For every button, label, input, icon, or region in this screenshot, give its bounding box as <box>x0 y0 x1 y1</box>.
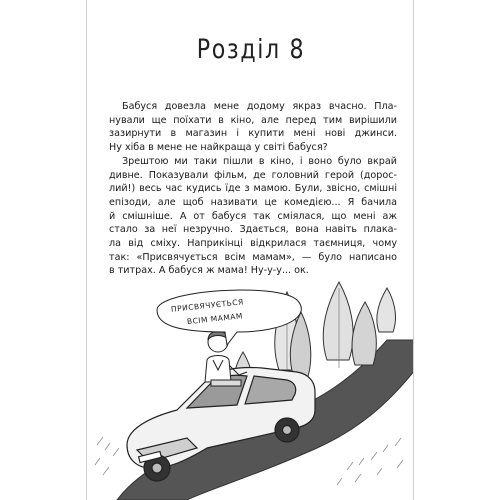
book-page <box>86 0 414 500</box>
text-line: зазирнути в магазин і купити мені нові джинси. <box>109 128 397 140</box>
text-line: нували ще поїхати в кіно, але перед тим вирішили <box>109 114 397 126</box>
text-line: стало за неї незручно. Здається, вона навіть плака- <box>109 224 397 236</box>
text-line: Ну хіба в мене не найкраща у світі бабуся? <box>109 142 328 154</box>
body-text <box>109 100 397 278</box>
text-line: лий!) весь час кудись їде з мамою. Були, звісно, смішні <box>109 183 397 195</box>
text-line: Зрештою ми таки пішли в кіно, і воно було вкрай <box>122 155 397 167</box>
car-illustration <box>87 270 414 500</box>
paragraph-2 <box>109 155 397 278</box>
text-line: й смішніше. А от бабуся так сміялася, що мені аж <box>109 210 397 222</box>
paragraph-1 <box>109 100 397 155</box>
text-line: так: «Присвячується всім мамам», — було написано <box>109 251 397 263</box>
text-line: дивне. Показували фільм, де головний герой (дорос- <box>109 169 397 181</box>
text-line: в титрах. А бабуся ж мама! Ну-у-у... ок. <box>109 265 309 277</box>
speech-text-line-1: ПРИСВЯЧУЄТЬСЯ <box>170 297 245 314</box>
speech-text-line-2: ВСІМ МАМАМ <box>186 311 244 327</box>
text-line: Бабуся довезла мене додому якраз вчасно. Пла- <box>122 101 397 112</box>
text-line: ла від сміху. Наприкінці відкрилася таємниця, чому <box>109 238 397 250</box>
chapter-title: Розділ 8 <box>196 34 306 65</box>
text-line: епізоди, але щоб називати це комедією... Я бачила <box>109 196 397 208</box>
